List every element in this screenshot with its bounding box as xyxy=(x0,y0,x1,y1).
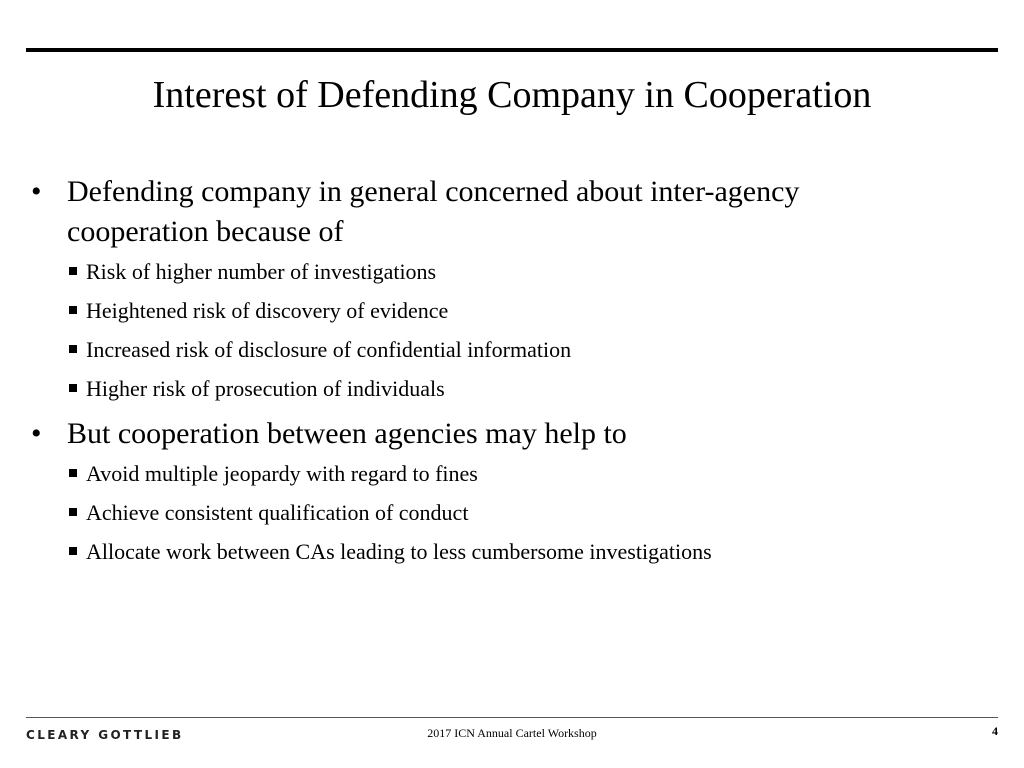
sub-bullet-item xyxy=(0,369,1024,408)
bullet-text: Defending company in general concerned about inter-agency cooperation because of xyxy=(67,175,800,248)
sub-bullet-text: Risk of higher number of investigations xyxy=(86,259,437,284)
sub-bullet-text: Increased risk of disclosure of confidential information xyxy=(86,337,572,362)
square-bullet-icon xyxy=(69,345,77,353)
sub-bullet-item xyxy=(0,252,1024,291)
footer-event-text: 2017 ICN Annual Cartel Workshop xyxy=(427,726,597,740)
square-bullet-icon xyxy=(69,306,77,314)
slide-title: Interest of Defending Company in Cooperation xyxy=(152,74,872,116)
bullet-text: But cooperation between agencies may help to xyxy=(67,417,627,450)
bullet-item xyxy=(0,414,927,454)
square-bullet-icon xyxy=(69,508,77,516)
sub-bullet-item xyxy=(0,493,1024,532)
bottom-rule xyxy=(26,717,998,718)
sub-bullet-text: Avoid multiple jeopardy with regard to fines xyxy=(86,461,478,486)
sub-bullet-item xyxy=(0,454,1024,493)
bullet-dot-icon: • xyxy=(31,175,42,208)
square-bullet-icon xyxy=(69,469,77,477)
page-number: 4 xyxy=(992,724,998,738)
square-bullet-icon xyxy=(69,267,77,275)
sub-bullet-text: Allocate work between CAs leading to less cumbersome investigations xyxy=(86,539,712,564)
square-bullet-icon xyxy=(69,547,77,555)
company-logo: CLEARY GOTTLIEB xyxy=(26,728,184,742)
sub-bullet-item xyxy=(0,532,1024,571)
top-rule xyxy=(26,48,998,52)
sub-bullet-item xyxy=(0,291,1024,330)
sub-bullet-item xyxy=(0,330,1024,369)
sub-bullet-text: Heightened risk of discovery of evidence xyxy=(86,298,449,323)
sub-bullet-text: Achieve consistent qualification of conduct xyxy=(86,500,469,525)
bullet-item xyxy=(0,172,927,252)
sub-bullet-text: Higher risk of prosecution of individuals xyxy=(86,376,445,401)
bullet-list xyxy=(0,172,1024,571)
bullet-dot-icon: • xyxy=(31,417,42,450)
square-bullet-icon xyxy=(69,384,77,392)
